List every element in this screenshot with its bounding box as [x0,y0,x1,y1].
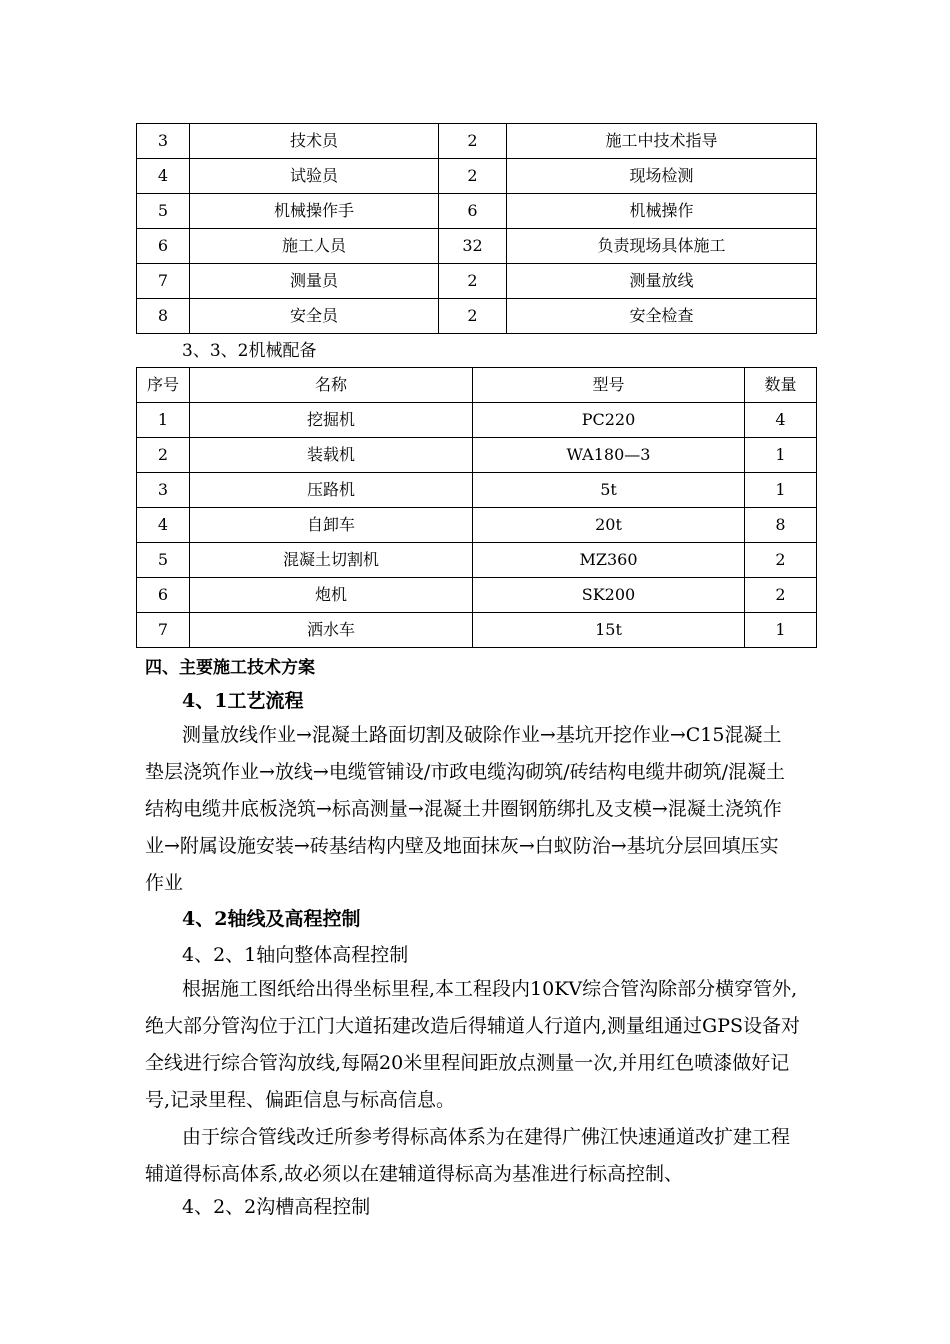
table-row [137,438,817,473]
cell-duty: 机械操作 [507,194,817,229]
table-row [137,229,817,264]
cell-role: 施工人员 [190,229,439,264]
cell-model: 5t [473,473,745,508]
paragraph-line: 垫层浇筑作业→放线→电缆管铺设/市政电缆沟砌筑/砖结构电缆井砌筑/混凝土 [145,761,786,783]
section-heading-3-3-2: 3、3、2机械配备 [182,341,317,361]
cell-count: 2 [439,159,507,194]
cell-qty: 8 [745,508,817,543]
cell-no: 7 [137,264,190,299]
cell-no: 2 [137,438,190,473]
header-model: 型号 [473,368,745,403]
section-heading-4-2-1: 4、2、1轴向整体高程控制 [182,944,409,966]
paragraph-line: 测量放线作业→混凝土路面切割及破除作业→基坑开挖作业→C15混凝土 [182,724,782,746]
table-row [137,508,817,543]
cell-no: 8 [137,299,190,334]
cell-no: 6 [137,229,190,264]
cell-no: 1 [137,403,190,438]
cell-duty: 施工中技术指导 [507,124,817,159]
cell-no: 5 [137,194,190,229]
cell-name: 自卸车 [190,508,473,543]
cell-qty: 1 [745,613,817,648]
cell-duty: 测量放线 [507,264,817,299]
cell-model: PC220 [473,403,745,438]
paragraph-line: 号,记录里程、偏距信息与标高信息。 [145,1089,456,1111]
axis-elevation-paragraph [145,971,805,1119]
header-no: 序号 [137,368,190,403]
section-heading-4-2-2: 4、2、2沟槽高程控制 [182,1196,371,1218]
section-heading-4-2: 4、2轴线及高程控制 [182,908,361,930]
table-row [137,264,817,299]
paragraph-line: 全线进行综合管沟放线,每隔20米里程间距放点测量一次,并用红色喷漆做好记 [145,1052,790,1074]
table-row [137,159,817,194]
cell-duty: 安全检查 [507,299,817,334]
table-row [137,613,817,648]
cell-role: 技术员 [190,124,439,159]
elevation-system-paragraph [145,1119,805,1193]
cell-model: MZ360 [473,543,745,578]
cell-no: 4 [137,159,190,194]
paragraph-line: 根据施工图纸给出得坐标里程,本工程段内10KV综合管沟除部分横穿管外, [182,978,798,1000]
cell-no: 3 [137,473,190,508]
machine-table [136,367,817,648]
table-row [137,299,817,334]
header-name: 名称 [190,368,473,403]
paragraph-line: 作业 [145,872,184,894]
paragraph-line: 由于综合管线改迁所参考得标高体系为在建得广佛江快速通道改扩建工程 [182,1126,791,1148]
cell-no: 7 [137,613,190,648]
table-row [137,194,817,229]
cell-name: 压路机 [190,473,473,508]
cell-count: 32 [439,229,507,264]
cell-no: 3 [137,124,190,159]
cell-duty: 现场检测 [507,159,817,194]
cell-qty: 1 [745,438,817,473]
cell-name: 洒水车 [190,613,473,648]
cell-qty: 2 [745,578,817,613]
paragraph-line: 结构电缆井底板浇筑→标高测量→混凝土井圈钢筋绑扎及支模→混凝土浇筑作 [145,798,782,820]
cell-name: 挖掘机 [190,403,473,438]
cell-count: 2 [439,264,507,299]
cell-model: WA180—3 [473,438,745,473]
cell-model: 20t [473,508,745,543]
section-heading-4: 四、主要施工技术方案 [145,658,315,678]
cell-no: 6 [137,578,190,613]
paragraph-line: 辅道得标高体系,故必须以在建辅道得标高为基准进行标高控制、 [145,1163,684,1185]
paragraph-line: 绝大部分管沟位于江门大道拓建改造后得辅道人行道内,测量组通过GPS设备对 [145,1015,801,1037]
cell-role: 试验员 [190,159,439,194]
cell-name: 装载机 [190,438,473,473]
cell-role: 安全员 [190,299,439,334]
table-row [137,124,817,159]
cell-count: 2 [439,299,507,334]
cell-no: 4 [137,508,190,543]
cell-model: SK200 [473,578,745,613]
cell-count: 2 [439,124,507,159]
cell-role: 机械操作手 [190,194,439,229]
cell-name: 混凝土切割机 [190,543,473,578]
cell-qty: 4 [745,403,817,438]
table-row [137,473,817,508]
cell-duty: 负责现场具体施工 [507,229,817,264]
cell-count: 6 [439,194,507,229]
section-heading-4-1: 4、1工艺流程 [182,690,304,712]
cell-qty: 2 [745,543,817,578]
cell-name: 炮机 [190,578,473,613]
cell-qty: 1 [745,473,817,508]
cell-role: 测量员 [190,264,439,299]
table-row [137,543,817,578]
table-row [137,403,817,438]
process-flow-paragraph [145,717,805,902]
table-header-row [137,368,817,403]
header-qty: 数量 [745,368,817,403]
staff-table [136,123,817,334]
paragraph-line: 业→附属设施安装→砖基结构内壁及地面抹灰→白蚁防治→基坑分层回填压实 [145,835,779,857]
cell-no: 5 [137,543,190,578]
table-row [137,578,817,613]
cell-model: 15t [473,613,745,648]
